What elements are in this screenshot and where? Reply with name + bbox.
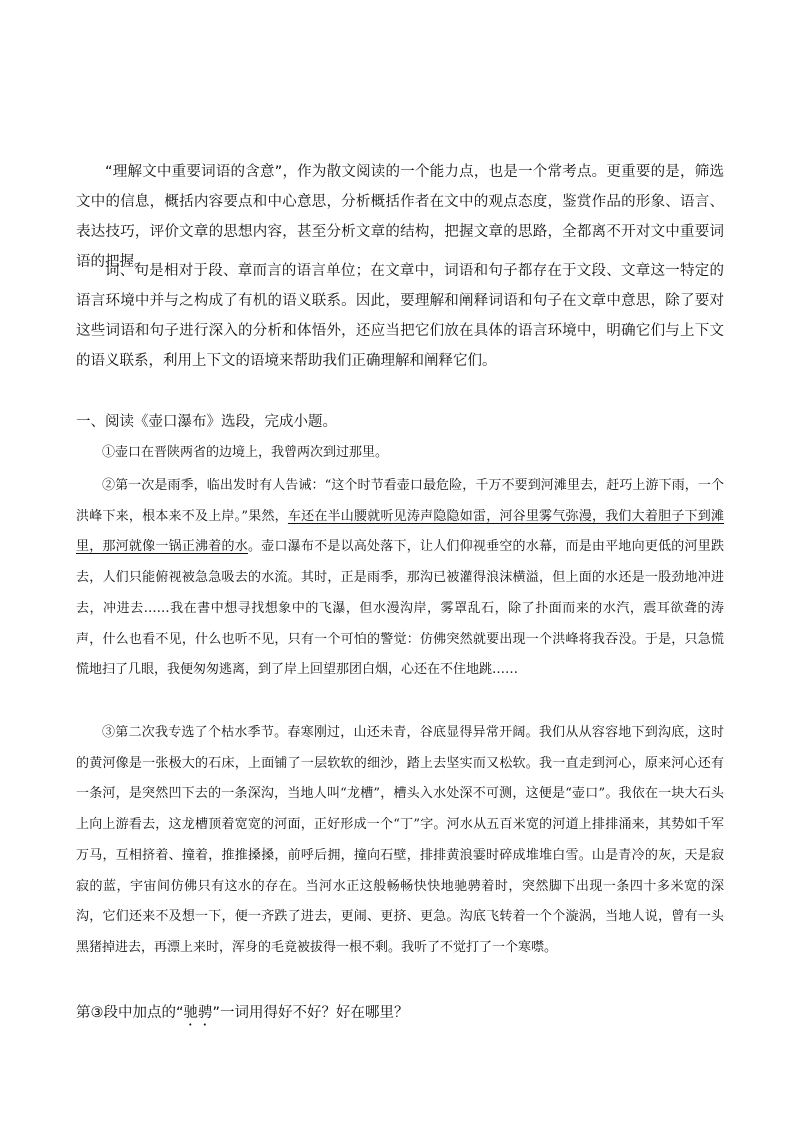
intro-text-2: 词、句是相对于段、章而言的语言单位；在文章中，词语和句子都存在于文段、文章这一特定的语言环境中并与之构成了有机的语义联系。因此，要理解和阐释词语和句子在文章中意思，除了要对这些词语和句子进行深入的分析和体悟外，还应当把它们放在具体的语言环境中，明确它们与上下文的语义联系，利用上下文的语境来帮助我们正确理解和阐释它们。 <box>76 263 724 369</box>
question-after: ”一词用得好不好？好在哪里？ <box>212 1005 409 1021</box>
passage-text-1: ①壶口在晋陕两省的边境上，我曾两次到过那里。 <box>102 445 389 460</box>
intro-text-1: “理解文中重要词语的含意”，作为散文阅读的一个能力点，也是一个常考点。更重要的是，筛选文中的信息，概括内容要点和中心意思，分析概括作者在文中的观点态度，鉴赏作品的形象、语言、表达技巧，评价文章的思想内容，甚至分析文章的结构，把握文章的思路，全都离不开对文中重要词语的把握。 <box>76 164 724 270</box>
intro-paragraph-2 <box>76 256 724 376</box>
underlined-sentence: 车还在半山腰就听见涛声隐隐如雷，河谷里雾气弥漫，我们大着胆子下到滩里，那河就像一锅正沸着的水 <box>76 508 724 555</box>
passage-text-3: ③第二次我专选了个枯水季节。春寒刚过，山还未青，谷底显得异常开阔。我们从从容容地下到沟底，这时的黄河像是一张极大的石床，上面铺了一层软软的细沙，踏上去坚实而又松软。我一直走到河心，原来河心还有一条河，是突然凹下去的一条深沟，当地人叫“龙槽”，槽头入水处深不可测，这便是“壶口”。我依在一块大石头上向上游看去，这龙槽顶着宽宽的河面，正好形成一个“丁”字。河水从五百米宽的河道上排排涌来，其势如千军万马，互相挤着、撞着，推推搡搡，前呼后拥，撞向石壁，排排黄浪霎时碎成堆堆白雪。山是青冷的灰，天是寂寂的蓝，宇宙间仿佛只有这水的存在。当河水正这般畅畅快快地驰骋着时，突然脚下出现一条四十多米宽的深沟，它们还来不及想一下，便一齐跌了进去，更闹、更挤、更急。沟底飞转着一个个漩涡，当地人说，曾有一头黑猪掉进去，再漂上来时，浑身的毛竟被拔得一根不剩。我听了不觉打了一个寒噤。 <box>76 725 724 955</box>
passage-2-part-a: ②第一次是雨季，临出发时有人告诫：“这个时节看壶口最危险，千万不要到河滩里去，赶巧上游下雨，一个洪峰下来，根本来不及上岸。”果然， <box>76 478 724 524</box>
passage-paragraph-1 <box>76 438 724 469</box>
question-heading: 一、阅读《壶口瀑布》选段，完成小题。 <box>76 414 337 430</box>
sub-question <box>76 998 724 1029</box>
passage-paragraph-2 <box>76 471 724 686</box>
passage-2-part-b: 。壶口瀑布不是以高处落下，让人们仰视垂空的水幕，而是由平地向更低的河里跌去，人们只能俯视被急急吸去的水流。其时，正是雨季，那沟已被灌得浪沫横溢，但上面的水还是一股劲地冲进去，冲进去……我在書中想寻找想象中的飞瀑，但水漫沟岸，雾罩乱石，除了扑面而来的水汽，震耳欲聋的涛声，什么也看不见，什么也听不见，只有一个可怕的警觉：仿佛突然就要出现一个洪峰将我吞没。于是，只急慌慌地扫了几眼，我便匆匆逃离，到了岸上回望那团白烟，心还在不住地跳…… <box>76 539 724 678</box>
emphasized-word: 驰骋 <box>183 1005 213 1021</box>
question-before: 第③段中加点的“ <box>76 1005 184 1021</box>
passage-text-2 <box>76 471 724 686</box>
passage-paragraph-3 <box>76 718 724 964</box>
